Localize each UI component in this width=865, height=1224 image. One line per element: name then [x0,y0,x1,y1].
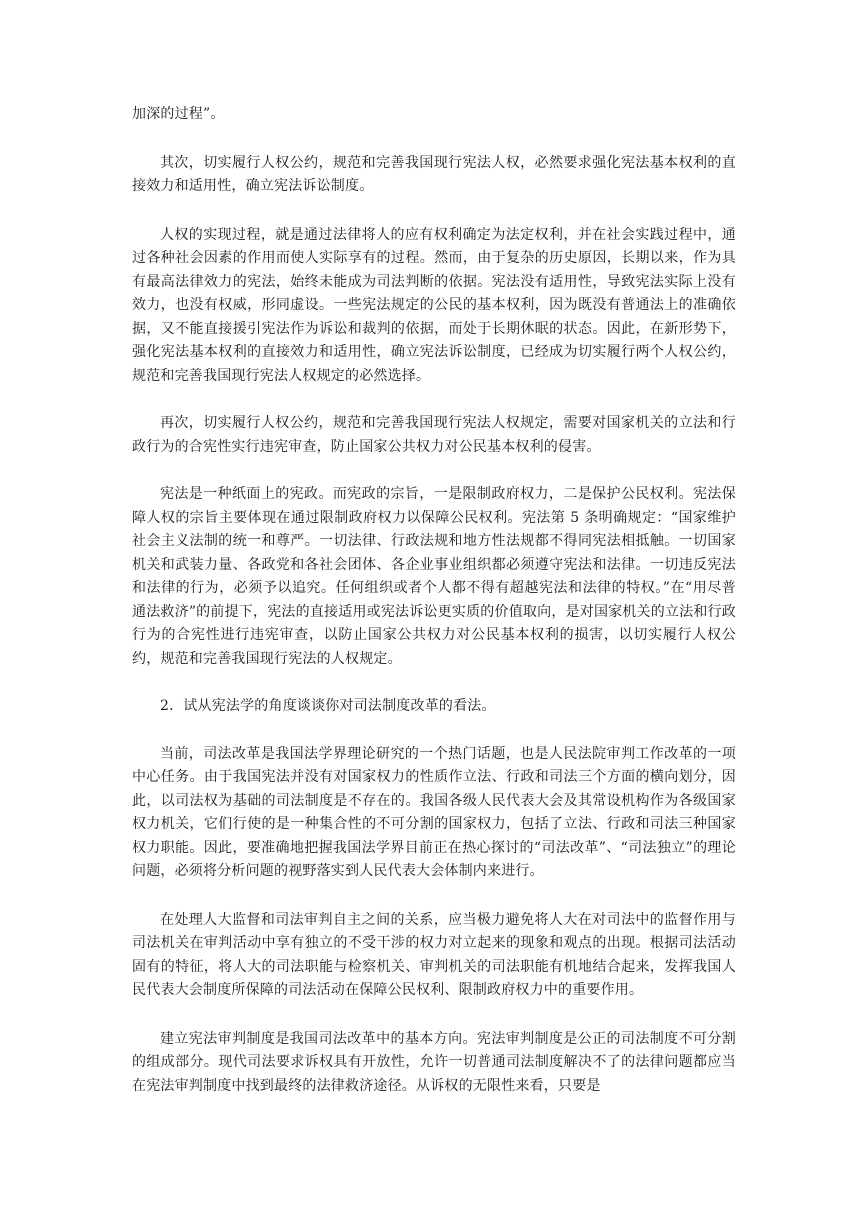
paragraph-continuation: 加深的过程”。 [132,106,225,122]
document-page [132,103,736,1098]
question-heading: 2．试从宪法学的角度谈谈你对司法制度改革的看法。 [160,698,496,714]
paragraph-judicial-reform: 当前，司法改革是我国法学界理论研究的一个热门话题，也是人民法院审判工作改革的一项中心任务。由于我国宪法并没有对国家权力的性质作立法、行政和司法三个方面的横向划分，因此，以司法权为基础的司法制度是不存在的。我国各级人民代表大会及其常设机构作为各级国家权力机关，它们行使的是一种集合性的不可分割的国家权力，包括了立法、行政和司法三种国家权力职能。因此，要准确地把握我国法学界目前正在热心探讨的“司法改革”、“司法独立”的理论问题，必须将分析问题的视野落实到人民代表大会体制内来进行。 [132,745,736,879]
paragraph-npc-supervision: 在处理人大监督和司法审判自主之间的关系，应当极力避免将人大在对司法中的监督作用与司法机关在审判活动中享有独立的不受干涉的权力对立起来的现象和观点的出现。根据司法活动固有的特征，将人大的司法职能与检察机关、审判机关的司法职能有机地结合起来，发挥我国人民代表大会制度所保障的司法活动在保障公民权利、限制政府权力中的重要作用。 [132,911,736,998]
paragraph-constitutional-trial: 建立宪法审判制度是我国司法改革中的基本方向。宪法审判制度是公正的司法制度不可分割的组成部分。现代司法要求诉权具有开放性，允许一切普通司法制度解决不了的法律问题都应当在宪法审判制度中找到最终的法律救济途径。从诉权的无限性来看，只要是 [132,1030,736,1094]
paragraph-second-point: 其次，切实履行人权公约，规范和完善我国现行宪法人权，必然要求强化宪法基本权利的直接效力和适用性，确立宪法诉讼制度。 [132,154,736,194]
paragraph-third-point: 再次，切实履行人权公约，规范和完善我国现行宪法人权规定，需要对国家机关的立法和行政行为的合宪性实行违宪审查，防止国家公共权力对公民基本权利的侵害。 [132,415,736,455]
paragraph-human-rights-realization: 人权的实现过程，就是通过法律将人的应有权利确定为法定权利，并在社会实践过程中，通过各种社会因素的作用而使人实际享有的过程。然而，由于复杂的历史原因，长期以来，作为具有最高法律效力的宪法，始终未能成为司法判断的依据。宪法没有适用性，导致宪法实际上没有效力，也没有权威，形同虚设。一些宪法规定的公民的基本权利，因为既没有普通法上的准确依据，又不能直接援引宪法作为诉讼和裁判的依据，而处于长期休眠的状态。因此，在新形势下，强化宪法基本权利的直接效力和适用性，确立宪法诉讼制度，已经成为切实履行两个人权公约，规范和完善我国现行宪法人权规定的必然选择。 [132,226,736,384]
paragraph-constitutionalism: 宪法是一种纸面上的宪政。而宪政的宗旨，一是限制政府权力，二是保护公民权利。宪法保障人权的宗旨主要体现在通过限制政府权力以保障公民权利。宪法第 5 条明确规定：“国家维护社会主义法制的统一和尊严。一切法律、行政法规和地方性法规都不得同宪法相抵触。一切国家机关和武装力量、各政党和各社会团体、各企业事业组织都必须遵守宪法和法律。一切违反宪法和法律的行为，必须予以追究。任何组织或者个人都不得有超越宪法和法律的特权。”在“用尽普通法救济”的前提下，宪法的直接适用或宪法诉讼更实质的价值取向，是对国家机关的立法和行政行为的合宪性进行违宪审查，以防止国家公共权力对公民基本权利的损害，以切实履行人权公约，规范和完善我国现行宪法的人权规定。 [132,486,736,667]
